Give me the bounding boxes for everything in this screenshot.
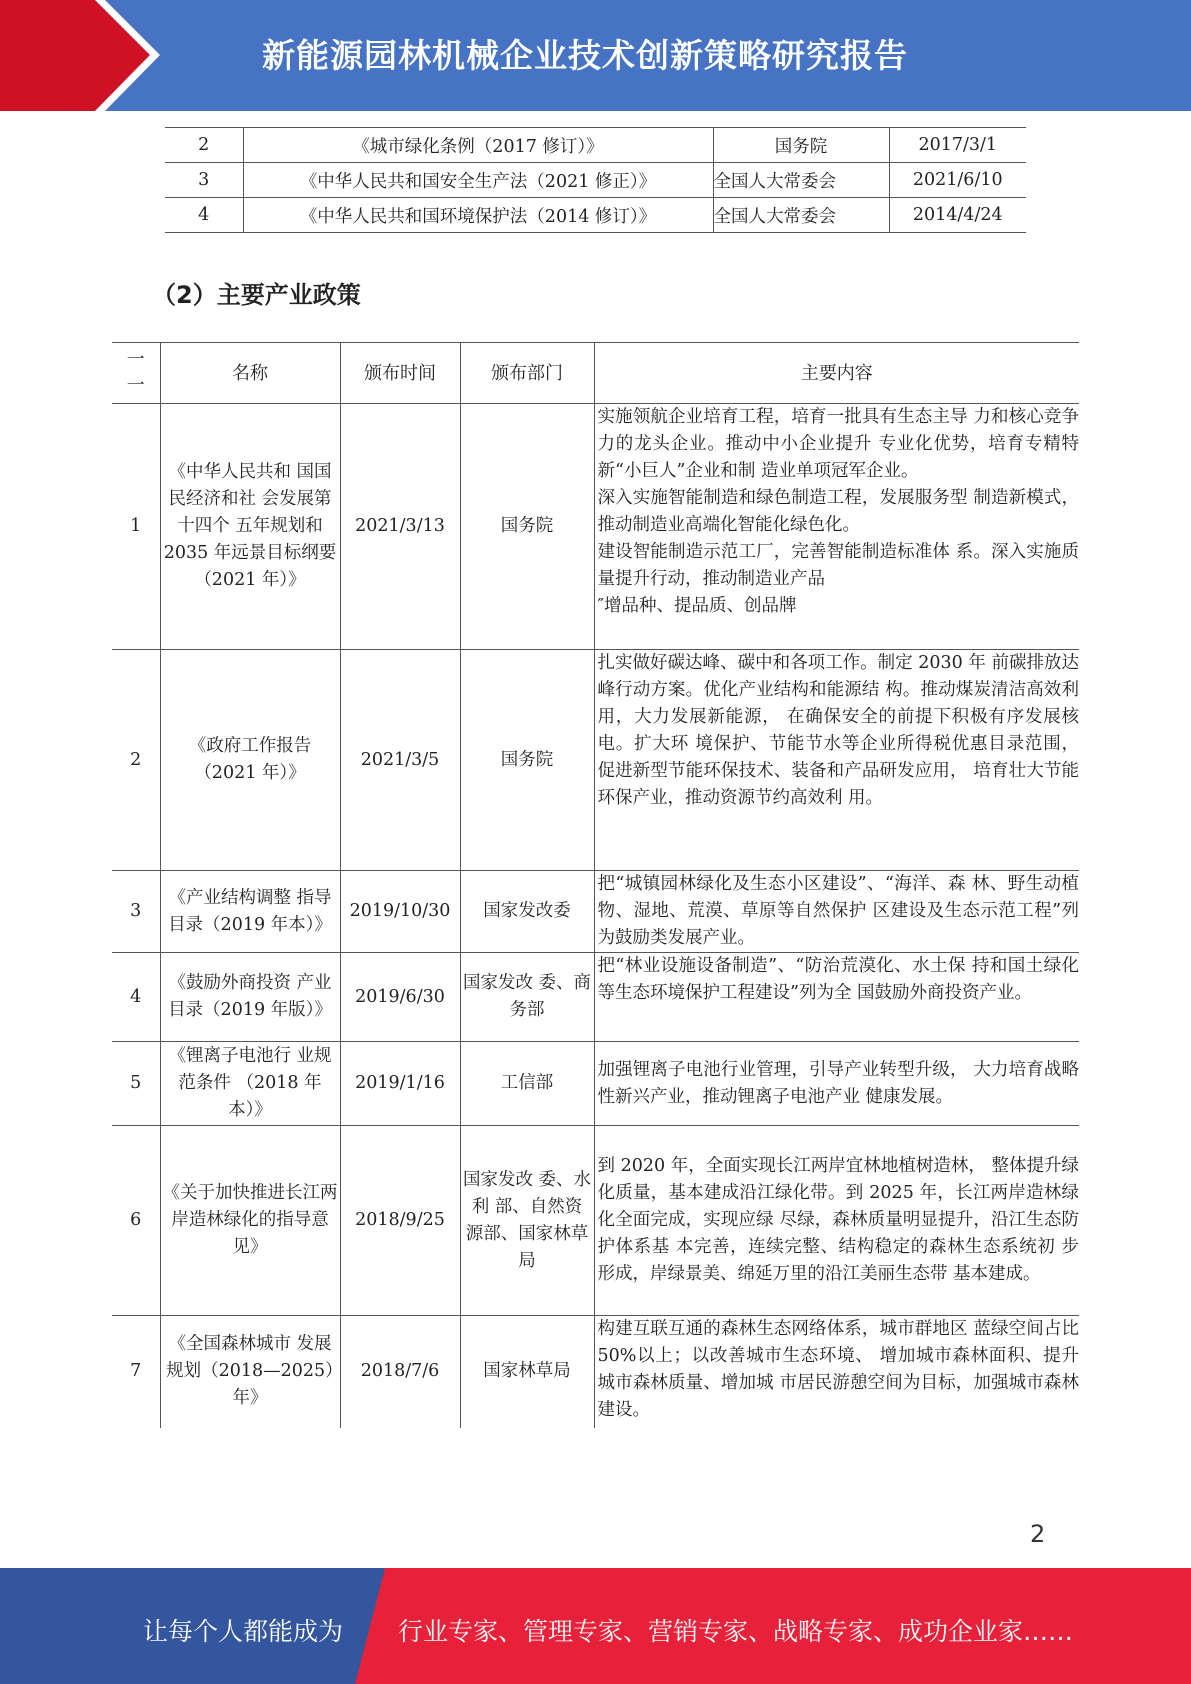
policy-name: 《产业结构调整 指导目录（2019 年本）》 [160,871,340,953]
column-header-content: 主要内容 [594,343,1079,404]
issuing-dept: 国家林草局 [460,1316,594,1428]
policy-name: 《全国森林城市 发展规划（2018—2025）年》 [160,1316,340,1428]
table-row [112,650,1079,871]
law-name: 《城市绿化条例（2017 修订）》 [243,128,713,163]
issue-date: 2019/6/30 [340,953,460,1042]
policy-table [112,342,1079,1428]
issuer: 国务院 [713,128,889,163]
table-header-row [112,343,1079,404]
law-table [165,127,1026,233]
law-name: 《中华人民共和国环境保护法（2014 修订）》 [243,198,713,233]
issuing-dept: 国务院 [460,650,594,871]
policy-content: 实施领航企业培育工程，培育一批具有生态主导 力和核心竞争力的龙头企业。推动中小企业提升 专业化优势，培育专精特新“小巨人”企业和制 造业单项冠军企业。 深入实施智能制造和绿色制造工程，发展服务型 制造新模式，推动制造业高端化智能化绿色化。 建设智能制造示范工厂，完善智能制造标准体 系。深入实施质量提升行动，推动制造业产品 ″增品种、提品质、创品牌 [594,404,1079,650]
issue-date: 2021/3/5 [340,650,460,871]
issue-date: 2018/9/25 [340,1126,460,1316]
row-number: 1 [112,404,160,650]
issuing-dept: 工信部 [460,1042,594,1126]
law-name: 《中华人民共和国安全生产法（2021 修正）》 [243,163,713,198]
column-header-dept: 颁布部门 [460,343,594,404]
issue-date: 2019/10/30 [340,871,460,953]
policy-content: 扎实做好碳达峰、碳中和各项工作。制定 2030 年 前碳排放达峰行动方案。优化产业结构和能源结 构。推动煤炭清洁高效利用，大力发展新能源， 在确保安全的前提下积极有序发展核电。扩大环 境保护、节能节水等企业所得税优惠目录范围， 促进新型节能环保技术、装备和产品研发应用， 培育壮大节能环保产业，推动资源节约高效利 用。 [594,650,1079,871]
report-title: 新能源园林机械企业技术创新策略研究报告 [262,36,908,75]
table-row [112,953,1079,1042]
table-row [112,1316,1079,1428]
row-number: 6 [112,1126,160,1316]
policy-content: 加强锂离子电池行业管理，引导产业转型升级， 大力培育战略性新兴产业，推动锂离子电池产业 健康发展。 [594,1042,1079,1126]
issuer: 全国人大常委会 [713,198,889,233]
row-number: 7 [112,1316,160,1428]
footer-roles: 行业专家、管理专家、营销专家、战略专家、成功企业家…… [398,1617,1074,1646]
table-row [112,1042,1079,1126]
table-row [112,404,1079,650]
section-heading: （2）主要产业政策 [152,281,361,309]
row-number: 2 [112,650,160,871]
column-header-no: 一 一 [112,343,160,404]
footer-slogan: 让每个人都能成为 [143,1617,344,1646]
row-number: 4 [112,953,160,1042]
policy-name: 《政府工作报告（2021 年）》 [160,650,340,871]
column-header-date: 颁布时间 [340,343,460,404]
issue-date: 2018/7/6 [340,1316,460,1428]
policy-content: 到 2020 年，全面实现长江两岸宜林地植树造林， 整体提升绿化质量，基本建成沿江绿化带。到 2025 年，长江两岸造林绿化全面完成，实现应绿 尽绿，森林质量明显提升，沿江生态防护体系基 本完善，连续完整、结构稳定的森林生态系统初 步形成，岸绿景美、绵延万里的沿江美丽生态带 基本建成。 [594,1126,1079,1316]
row-number: 4 [165,198,243,233]
issuing-dept: 国家发改委 [460,871,594,953]
row-number: 5 [112,1042,160,1126]
issuing-dept: 国家发改 委、水利 部、自然资 源部、国家林草局 [460,1126,594,1316]
page-footer [0,1568,1191,1684]
policy-name: 《中华人民共和 国国民经济和社 会发展第十四个 五年规划和 2035 年远景目标纲要 （2021 年）》 [160,404,340,650]
policy-content: 把“城镇园林绿化及生态小区建设”、“海洋、森 林、野生动植物、湿地、荒漠、草原等自然保护 区建设及生态示范工程”列为鼓励类发展产业。 [594,871,1079,953]
policy-name: 《鼓励外商投资 产业目录（2019 年版）》 [160,953,340,1042]
page-number: 2 [1030,1520,1046,1548]
row-number: 2 [165,128,243,163]
table-row [112,1126,1079,1316]
issuing-dept: 国家发改 委、商务部 [460,953,594,1042]
policy-name: 《锂离子电池行 业规范条件 （2018 年本）》 [160,1042,340,1126]
table-row [165,128,1026,163]
issuing-dept: 国务院 [460,404,594,650]
policy-content: 把“林业设施设备制造”、“防治荒漠化、水土保 持和国土绿化等生态环境保护工程建设”列为全 国鼓励外商投资产业。 [594,953,1079,1042]
issue-date: 2021/6/10 [889,163,1026,198]
issue-date: 2014/4/24 [889,198,1026,233]
issue-date: 2017/3/1 [889,128,1026,163]
issue-date: 2019/1/16 [340,1042,460,1126]
table-row [165,198,1026,233]
issue-date: 2021/3/13 [340,404,460,650]
policy-content: 构建互联互通的森林生态网络体系，城市群地区 蓝绿空间占比 50%以上；以改善城市生态环境、 增加城市森林面积、提升城市森林质量、增加城 市居民游憩空间为目标，加强城市森林建设。 [594,1316,1079,1428]
column-header-name: 名称 [160,343,340,404]
issuer: 全国人大常委会 [713,163,889,198]
table-row [165,163,1026,198]
red-arrow-decoration [0,0,160,111]
table-row [112,871,1079,953]
row-number: 3 [112,871,160,953]
policy-name: 《关于加快推进长江两岸造林绿化的指导意见》 [160,1126,340,1316]
row-number: 3 [165,163,243,198]
page-header [0,0,1191,111]
